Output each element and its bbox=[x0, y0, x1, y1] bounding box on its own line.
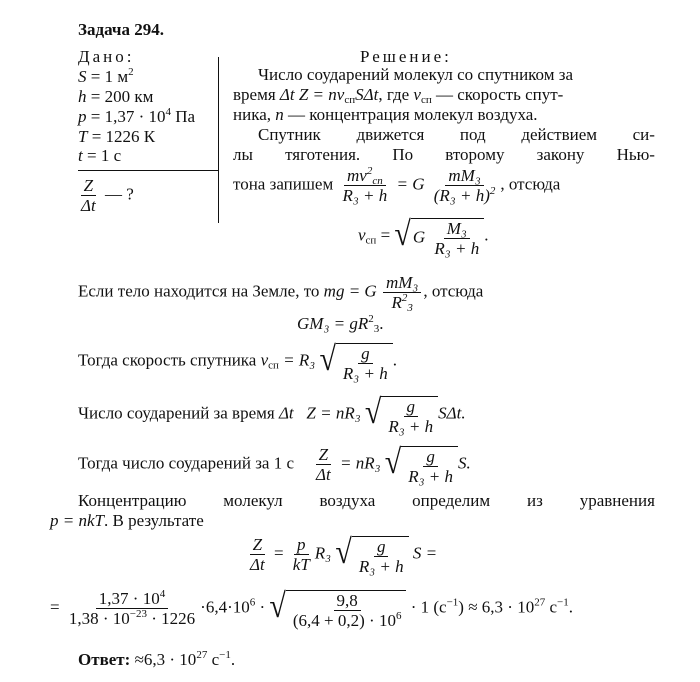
solution-heading: Решение: bbox=[360, 47, 452, 66]
collisions-equation: Число соударений за время Δt Z = nR₃ √ $\frac{g}{\text{R₃ + h}}$ SΔt. bbox=[78, 393, 466, 436]
solution-line: Число соударений молекул со спутником за bbox=[258, 65, 574, 84]
solution-line: Концентрацию молекул воздуха определим из уравнения bbox=[78, 491, 655, 510]
numeric-calculation: = $\frac{1,37 \cdot 10^4}{1,38 \cdot 10^{-23} \cdot 1226}$ $\cdot 6,4\cdot 10^6$ · √ $\frac{9,8}{(6,4 + 0,2) \cdot 10^6}$ · 1 $(с^{-1}) \approx 6,3 \cdot 10^{27}$ $с^{-1}$. bbox=[50, 587, 573, 630]
satellite-velocity-equation: Тогда скорость спутника $v_{сп} = R_3$ √ $\frac{g}{\text{R₃ + h}}$ . bbox=[78, 340, 397, 383]
solution-line: p = nkT. В результате bbox=[50, 511, 204, 530]
given-S: S = 1 $м^2$ bbox=[78, 66, 134, 86]
problem-title: Задача 294. bbox=[78, 20, 164, 39]
newton-equation: тона запишем $\frac{mv^2_{сп}}{\text{R₃ + h}}$ = G $\frac{\text{mM₃}}{(R_3 + h)^2}$ , отсюда bbox=[233, 165, 561, 205]
solution-line: Спутник движется под действием си- bbox=[258, 125, 655, 144]
solution-line: лы тяготения. По второму закону Нью- bbox=[233, 145, 655, 164]
given-label: Дано: bbox=[78, 47, 135, 66]
given-p: $p = 1,37 \cdot 10^4$ Па bbox=[78, 106, 196, 126]
solution-line: ника, n — концентрация молекул воздуха. bbox=[233, 105, 538, 124]
answer: Ответ: $\approx 6,3 \cdot 10^{27}$ $с^{-1}$. bbox=[78, 649, 236, 669]
result-formula: $\frac{Z}{\Delta t}$ = $\frac{p}{kT}$ R₃ √ $\frac{g}{\text{R₃ + h}}$ S = bbox=[250, 533, 438, 576]
given-T: T = 1226 К bbox=[78, 127, 156, 146]
collisions-per-second-equation: Тогда число соударений за 1 с $\frac{Z}{\Delta t}$ = nR₃ √ $\frac{g}{\text{R₃ + h}}$ S. bbox=[78, 443, 471, 486]
given-t: t = 1 с bbox=[78, 146, 122, 165]
find-quantity: $\frac{Z}{\Delta t}$ — ? bbox=[81, 176, 134, 215]
velocity-equation: $v_{сп}$ = √ G $\frac{\text{M₃}}{\text{R₃ + h}}$ . bbox=[358, 215, 489, 258]
earth-equation: Если тело находится на Земле, то mg = G $\frac{\text{mM₃}}{R^2_3}$ , отсюда bbox=[78, 273, 484, 314]
given-h: h = 200 км bbox=[78, 87, 154, 106]
given-divider-vertical bbox=[218, 57, 219, 223]
gm-equation: $GM_3 = gR^2_3$. bbox=[297, 313, 384, 335]
given-divider-horizontal bbox=[78, 170, 218, 171]
solution-line: время Δt $Z = nv_{сп}S\Delta t$, где $v_{сп}$ — скорость спут- bbox=[233, 85, 564, 106]
